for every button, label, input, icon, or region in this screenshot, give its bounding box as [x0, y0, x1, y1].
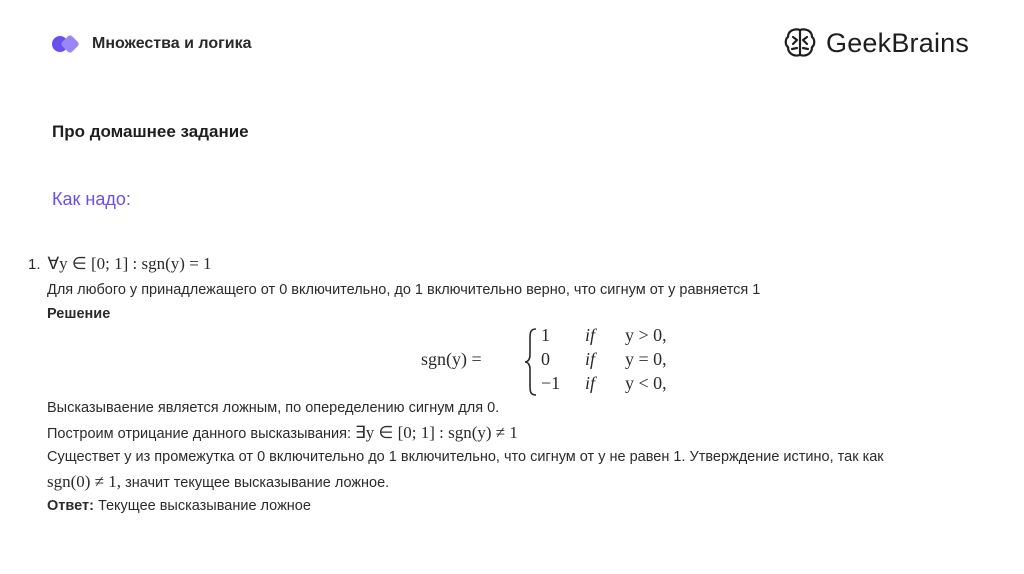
case-condition: y = 0,: [625, 349, 667, 369]
course-title: Множества и логика: [92, 35, 252, 52]
case-condition: y < 0,: [625, 373, 667, 393]
exists-text: Существет y из промежутка от 0 включительно до 1 включительно, что сигнум от y не равен 1. Утверждение истино, так как: [47, 449, 884, 465]
brand-name: GeekBrains: [826, 27, 970, 58]
sgn0-line: [47, 472, 389, 492]
sgn0-formula: sgn(0) ≠ 1,: [47, 472, 122, 491]
answer-line: [47, 498, 311, 514]
case-if: if: [585, 349, 596, 369]
case-condition: y > 0,: [625, 325, 667, 345]
sgn-lhs: sgn(y) =: [421, 349, 482, 369]
case-row: [541, 325, 667, 346]
negation-formula: ∃y ∈ [0; 1] : sgn(y) ≠ 1: [355, 423, 518, 442]
case-if: if: [585, 325, 596, 345]
solution-label: Решение: [47, 306, 111, 322]
case-row: [541, 349, 667, 370]
task-number: 1.: [28, 256, 41, 273]
task-description: Для любого y принадлежащего от 0 включительно, до 1 включительно верно, что сигнум от y равняется 1: [47, 282, 761, 298]
negation-text: Построим отрицание данного высказывания:: [47, 426, 351, 442]
case-value: −1: [541, 373, 561, 393]
task-statement-line: [28, 254, 212, 274]
case-value: 1: [541, 325, 550, 345]
sgn-definition: [421, 325, 721, 401]
brain-icon: [782, 25, 818, 61]
false-statement: Высказываение является ложным, по опеределению сигнум для 0.: [47, 400, 500, 416]
case-if: if: [585, 373, 596, 393]
brand-logo: [782, 24, 969, 62]
answer-text: Текущее высказывание ложное: [97, 498, 311, 514]
course-logo-icon: [52, 34, 86, 54]
course-header: [52, 34, 252, 54]
answer-label: Ответ:: [47, 498, 94, 514]
task-statement-formula: ∀y ∈ [0; 1] : sgn(y) = 1: [47, 254, 212, 273]
section-title: Про домашнее задание: [52, 122, 249, 141]
negation-line: [47, 423, 518, 443]
conclusion-text: значит текущее высказывание ложное.: [125, 475, 390, 491]
subtitle: Как надо:: [52, 189, 131, 209]
case-row: [541, 373, 667, 394]
curly-brace-icon: [524, 327, 538, 397]
case-value: 0: [541, 349, 550, 369]
